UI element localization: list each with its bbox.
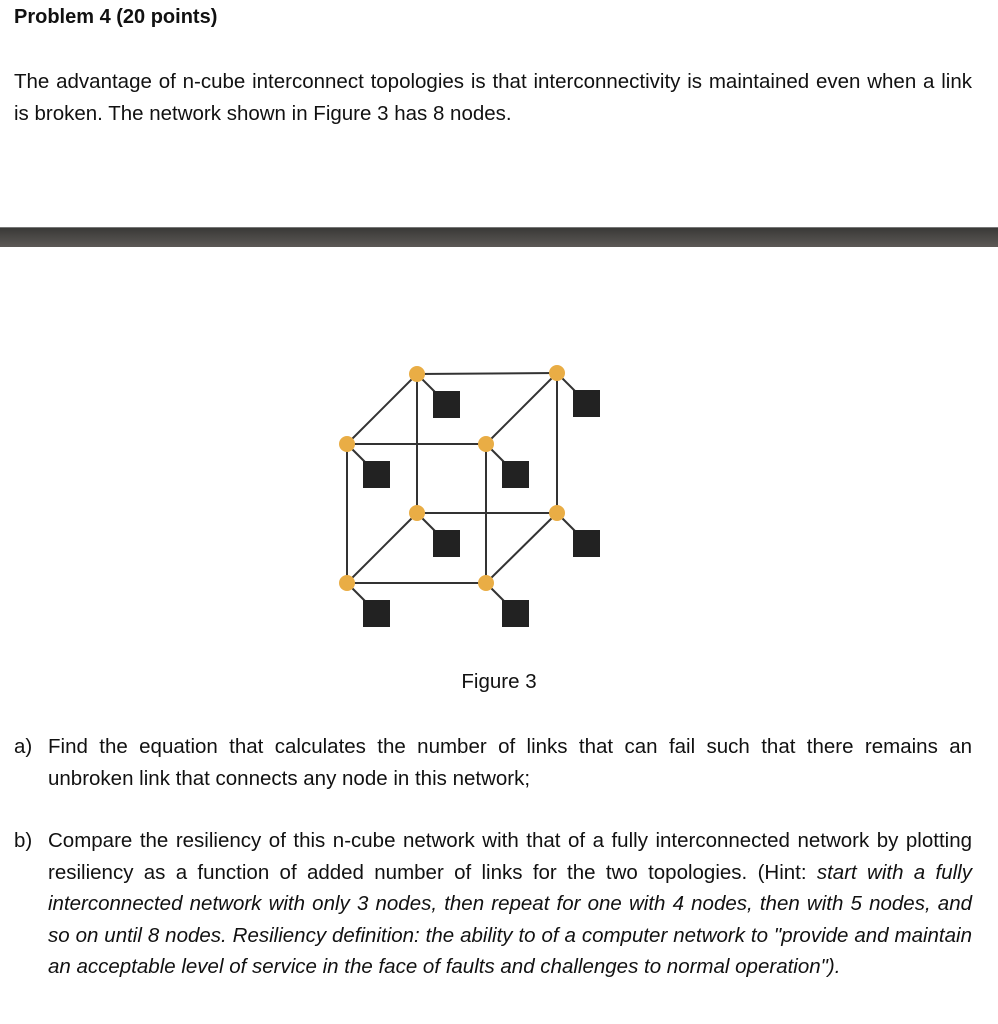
cube-node bbox=[478, 436, 494, 452]
question-b bbox=[14, 825, 972, 983]
hint-text: start with a fully interconnected network with only 3 nodes, then repeat for one with 4 nodes, then with 5 nodes, and so on until 8 nodes. Resiliency definition: the ability to of a computer network to "provide and maintain an acceptable level of service in the face of faults and challenges to normal operation"). bbox=[48, 860, 972, 978]
terminal-square bbox=[433, 530, 460, 557]
n-cube-figure bbox=[320, 350, 620, 640]
terminal-square bbox=[502, 461, 529, 488]
intro-paragraph: The advantage of n-cube interconnect topologies is that interconnectivity is maintained even when a link is broken. The network shown in Figure 3 has 8 nodes. bbox=[14, 70, 972, 125]
terminal-square bbox=[363, 461, 390, 488]
cube-link bbox=[347, 374, 417, 444]
question-label: b) bbox=[14, 829, 33, 852]
problem-title: Problem 4 (20 points) bbox=[14, 6, 218, 28]
cube-node bbox=[339, 436, 355, 452]
figure-caption: Figure 3 bbox=[461, 670, 537, 693]
cube-node bbox=[549, 505, 565, 521]
terminal-square bbox=[433, 391, 460, 418]
question-text: Find the equation that calculates the number of links that can fail such that there remains an unbroken link that connects any node in this network; bbox=[48, 735, 972, 790]
question-text bbox=[48, 825, 972, 983]
terminal-square bbox=[573, 390, 600, 417]
cube-node bbox=[549, 365, 565, 381]
separator-bar bbox=[0, 227, 998, 247]
terminal-square bbox=[502, 600, 529, 627]
cube-node bbox=[409, 505, 425, 521]
question-label: a) bbox=[14, 735, 33, 758]
cube-link bbox=[347, 513, 417, 583]
cube-node bbox=[339, 575, 355, 591]
cube-node bbox=[409, 366, 425, 382]
cube-link bbox=[417, 373, 557, 374]
terminal-square bbox=[573, 530, 600, 557]
question-main-text: Compare the resiliency of this n-cube network with that of a fully interconnected network by plotting resiliency as a function of added number of links for the two topologies. bbox=[48, 829, 972, 884]
hint-prefix: (Hint: bbox=[757, 860, 817, 884]
cube-link bbox=[486, 373, 557, 444]
cube-node bbox=[478, 575, 494, 591]
cube-link bbox=[486, 513, 557, 583]
terminal-square bbox=[363, 600, 390, 627]
question-a bbox=[14, 731, 972, 794]
